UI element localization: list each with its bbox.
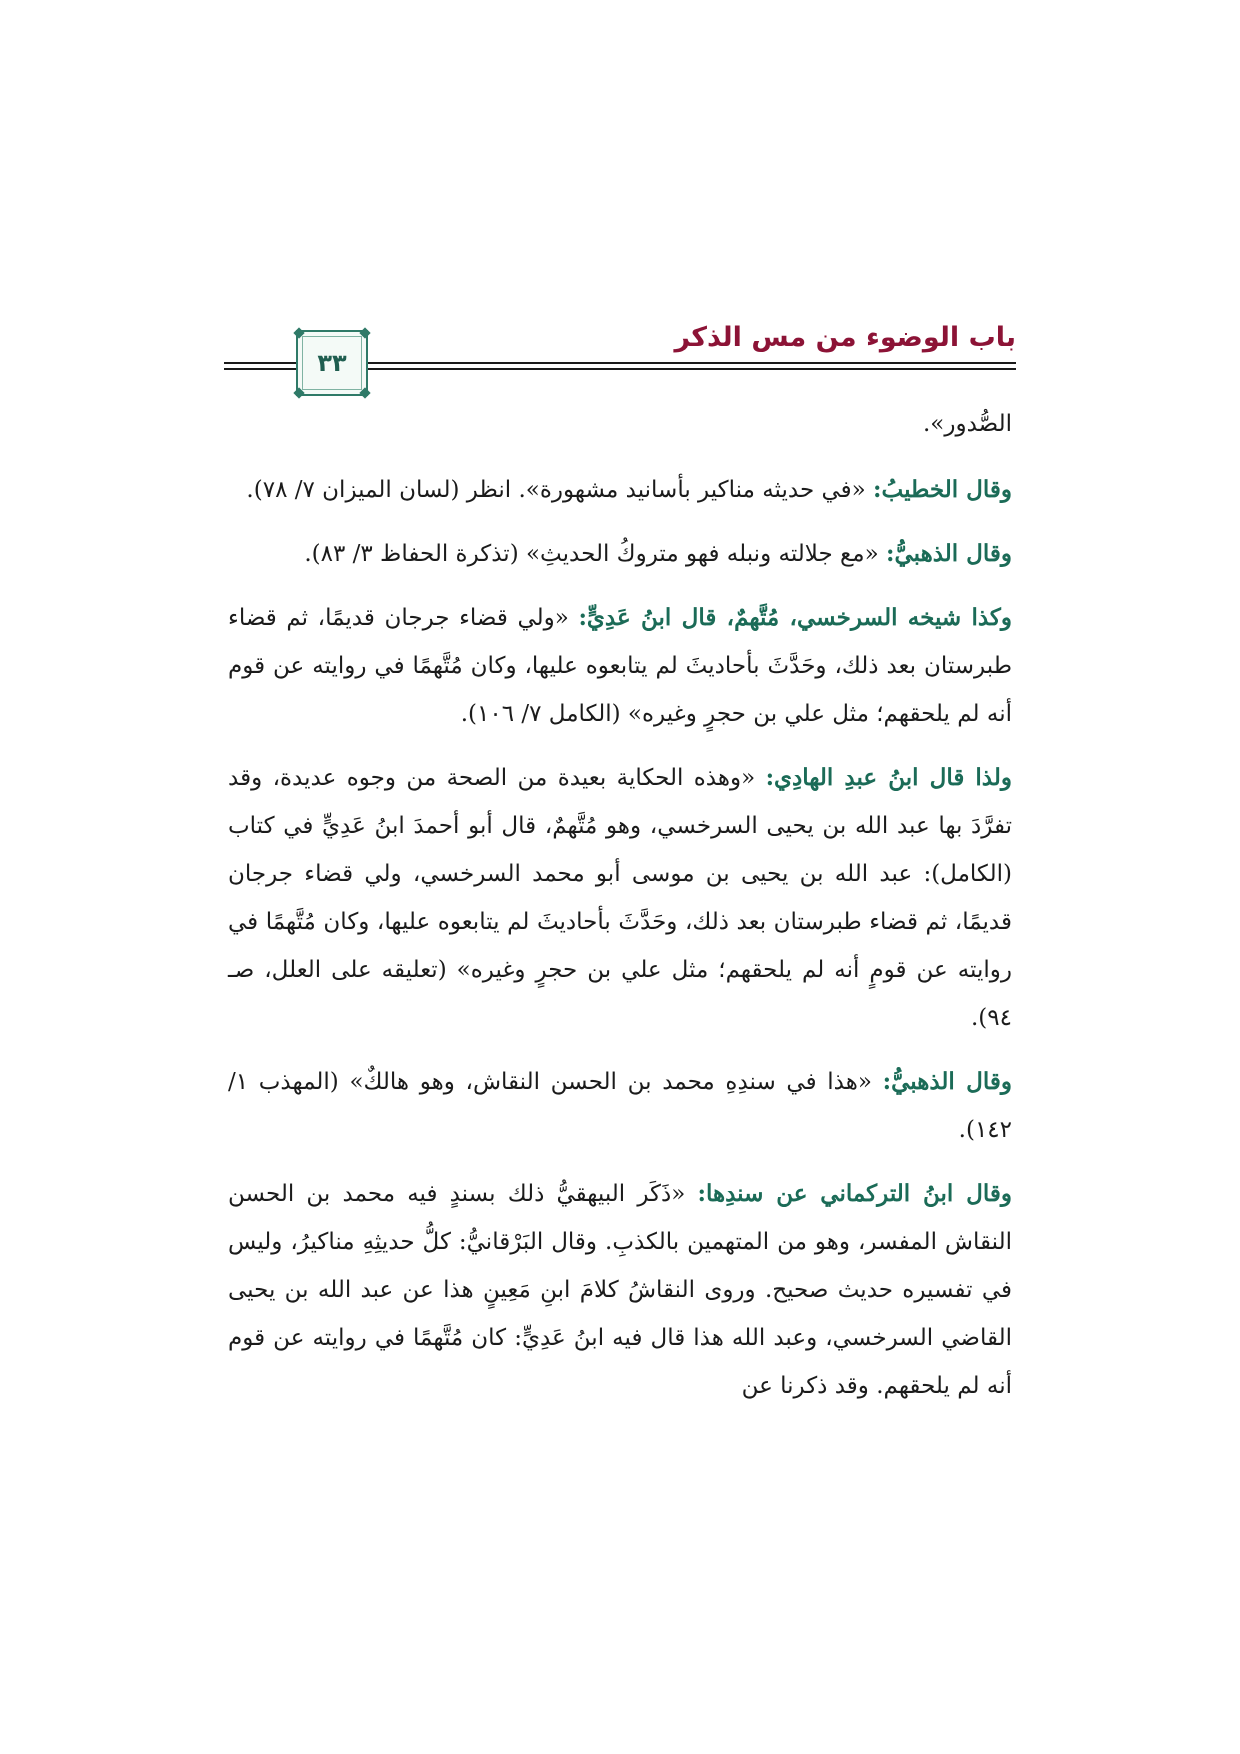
header-rule [354,368,1016,370]
paragraph-lead: وقال ابنُ التركماني عن سندِها: [697,1180,1012,1207]
paragraph [228,754,1012,1042]
paragraph-lead: وكذا شيخه السرخسي، مُتَّهمٌ، قال ابنُ عَدِيٍّ: [578,604,1012,631]
paragraph-text: «ذَكَر البيهقيُّ ذلك بسندٍ فيه محمد بن الحسن النقاش المفسر، وهو من المتهمين بالكذبِ. وقال البَرْقانيُّ: كلُّ حديثِهِ مناكيرُ، وليس في تفسيره حديث صحيح. وروى النقاشُ كلامَ ابنِ مَعِينٍ هذا عن عبد الله بن يحيى القاضي السرخسي، وعبد الله هذا قال فيه ابنُ عَدِيٍّ: كان مُتَّهمًا في روايته عن قوم أنه لم يلحقهم. وقد ذكرنا عن [228,1181,1012,1399]
paragraph [228,400,1012,448]
paragraph-text: «هذا في سندِهِ محمد بن الحسن النقاش، وهو هالكٌ» (المهذب ١/ ١٤٢). [228,1069,1012,1143]
paragraph [228,530,1012,578]
paragraph-lead: وقال الذهبيُّ: [882,1068,1013,1095]
paragraph-lead: وقال الذهبيُّ: [885,540,1012,567]
paragraph [228,1058,1012,1154]
running-header [224,318,1016,388]
paragraph-text: «مع جلالته ونبله فهو متروكُ الحديثِ» (تذكرة الحفاظ ٣/ ٨٣). [304,541,886,567]
paragraph-lead: وقال الخطيبُ: [873,476,1012,503]
paragraph [228,594,1012,738]
paragraph [228,466,1012,514]
paragraph-text: الصُّدور». [922,411,1012,437]
chapter-title: باب الوضوء من مس الذكر [674,322,1016,353]
paragraph-lead: ولذا قال ابنُ عبدِ الهادِي: [765,764,1012,791]
paragraph-text: «في حديثه مناكير بأسانيد مشهورة». انظر (لسان الميزان ٧/ ٧٨). [246,477,874,503]
paragraph [228,1170,1012,1410]
page-number: ٣٣ [317,349,347,377]
paragraph-text: «وهذه الحكاية بعيدة من الصحة من وجوه عديدة، وقد تفرَّدَ بها عبد الله بن يحيى السرخسي، وهو مُتَّهمٌ، قال أبو أحمدَ ابنُ عَدِيٍّ في كتاب (الكامل): عبد الله بن يحيى بن موسى أبو محمد السرخسي، ولي قضاء جرجان قديمًا، ثم قضاء طبرستان بعد ذلك، وحَدَّثَ بأحاديثَ لم يتابعوه عليها، وكان مُتَّهمًا في روايته عن قومٍ أنه لم يلحقهم؛ مثل علي بن حجرٍ وغيره» (تعليقه على العلل، صـ ٩٤). [228,765,1012,1031]
paragraph-text: «ولي قضاء جرجان قديمًا، ثم قضاء طبرستان بعد ذلك، وحَدَّثَ بأحاديثَ لم يتابعوه عليها، وكان مُتَّهمًا في روايته عن قوم أنه لم يلحقهم؛ مثل علي بن حجرٍ وغيره» (الكامل ٧/ ١٠٦). [228,605,1012,727]
header-rule [354,362,1016,364]
page-number-frame [296,330,368,396]
body-text [228,400,1012,1426]
